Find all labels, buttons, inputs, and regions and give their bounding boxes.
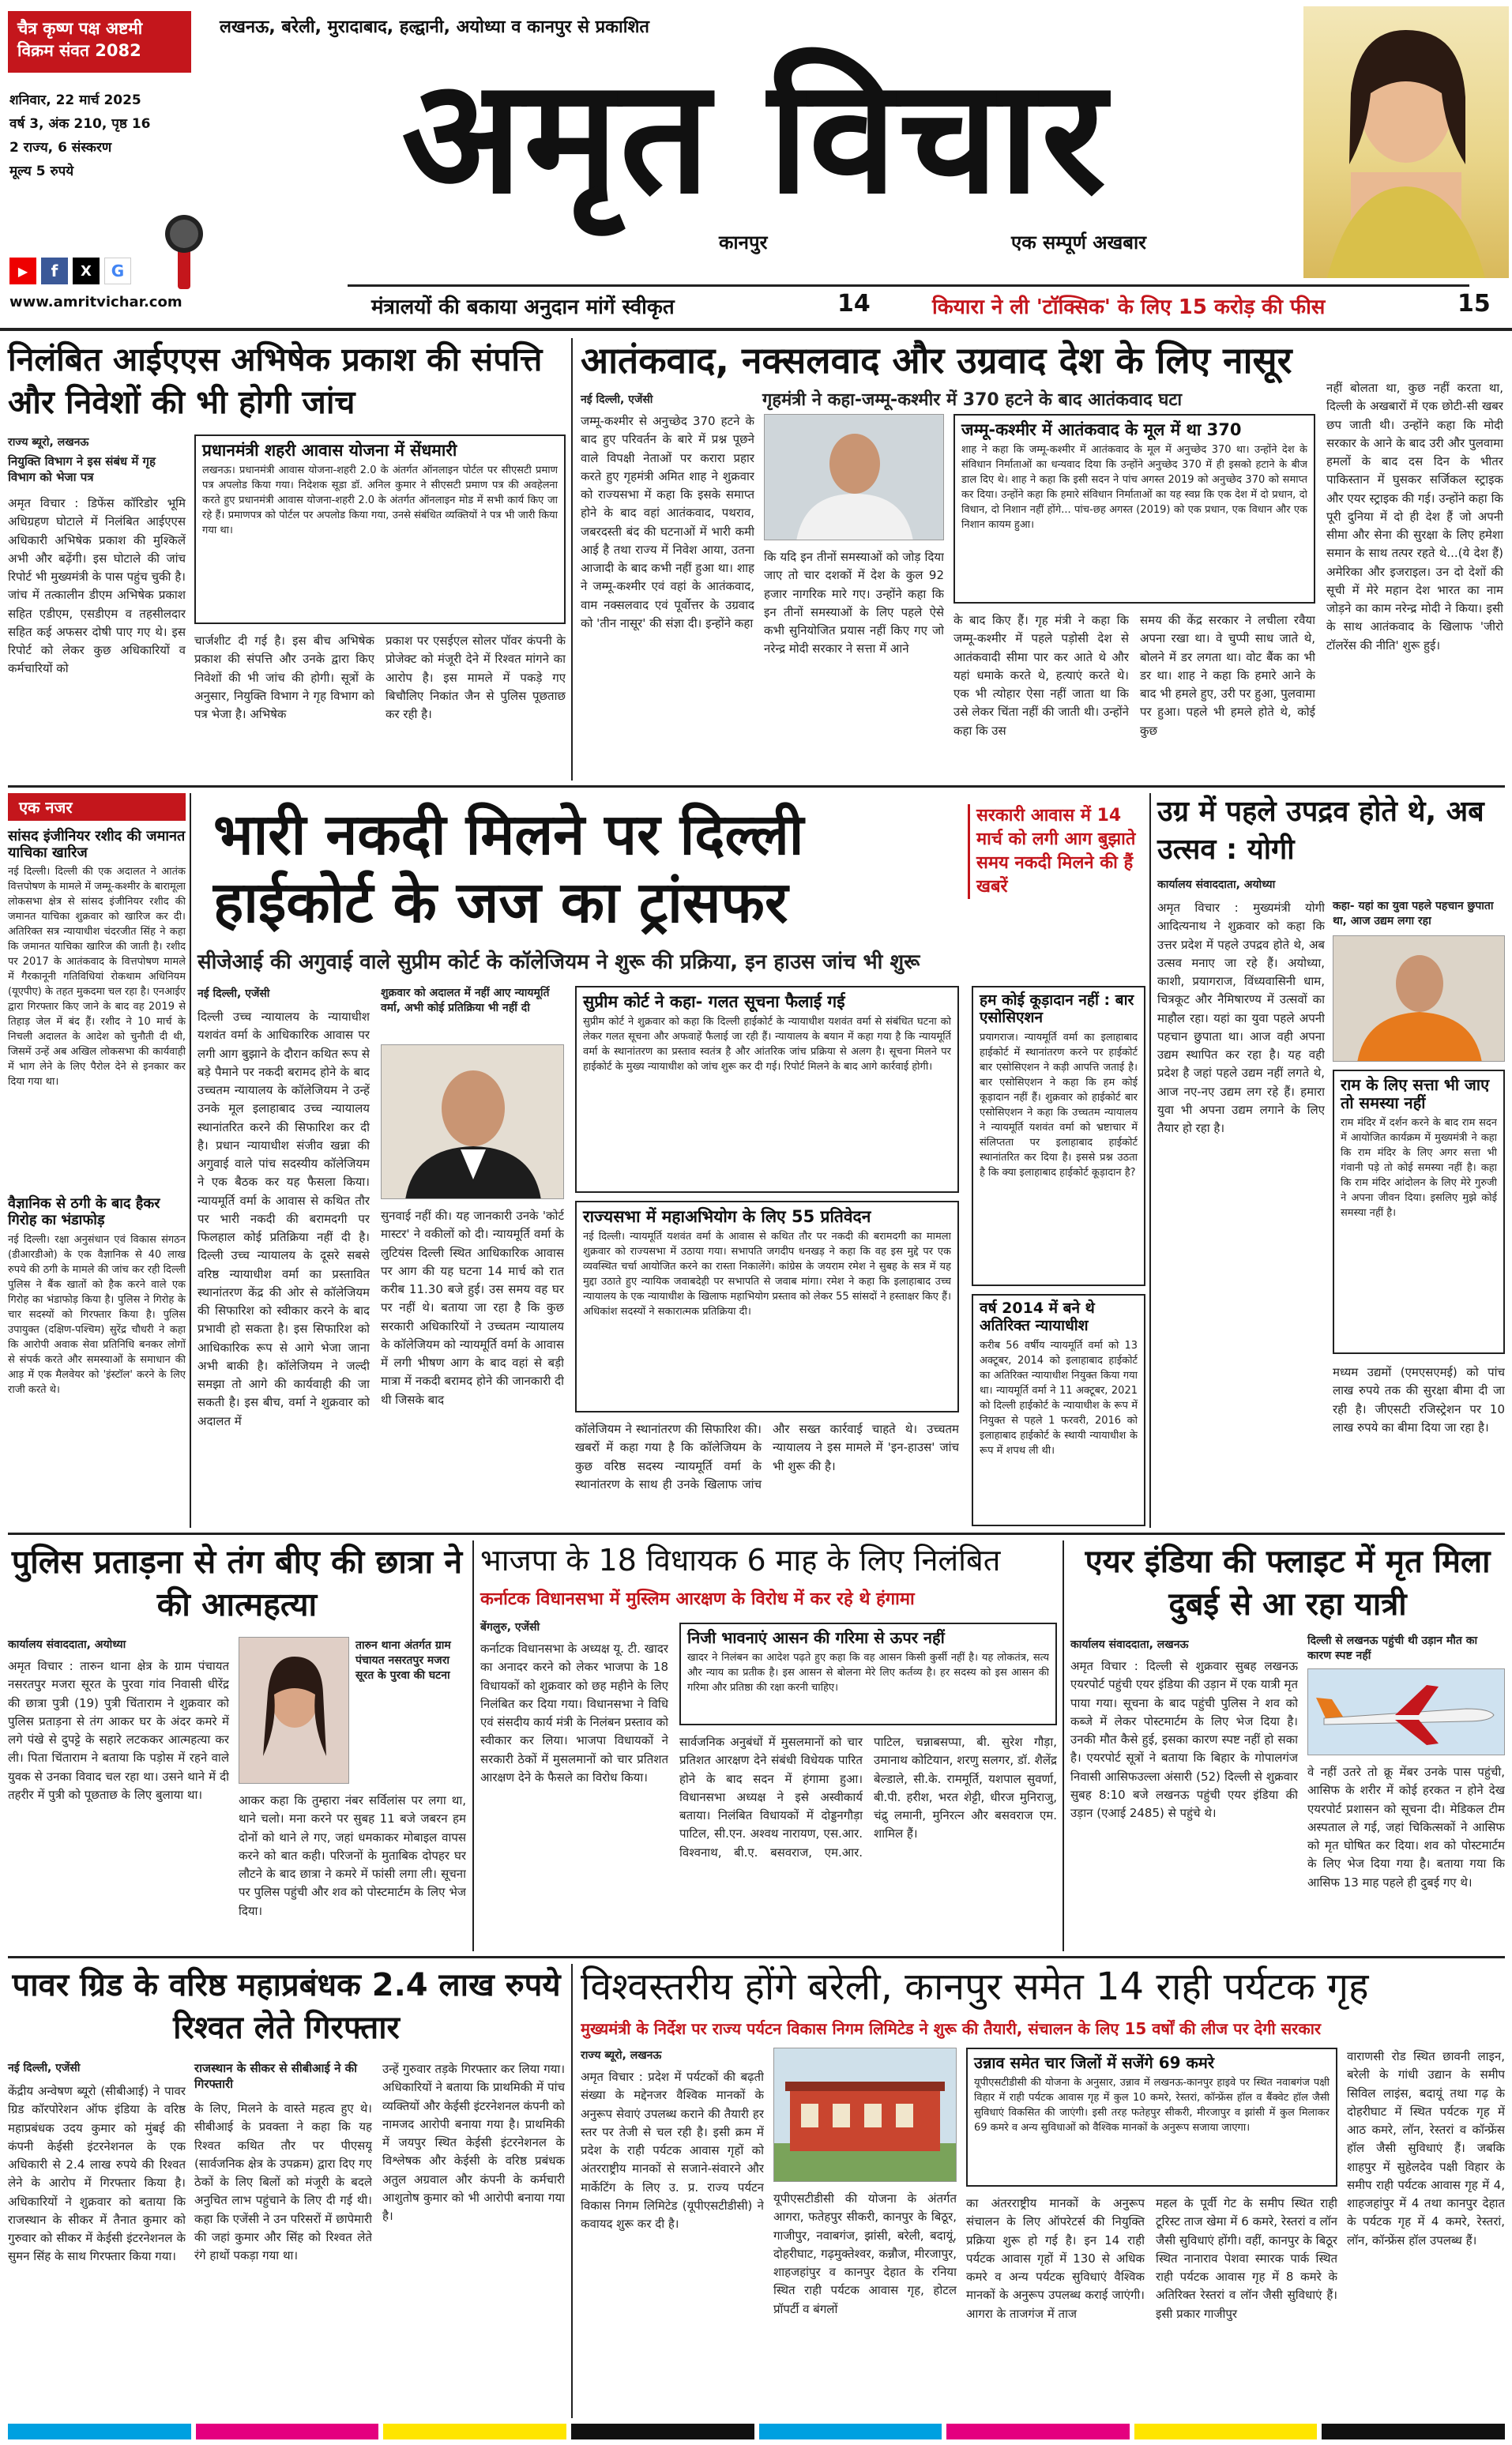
panchang-line2: विक्रम संवत 2082 (17, 41, 141, 60)
teaser-bar (348, 284, 1491, 321)
byline: कार्यालय संवाददाता, लखनऊ (1070, 1638, 1189, 1651)
article-power-grid (8, 1964, 565, 2418)
box-body: नई दिल्ली। न्यायमूर्ति यशवंत वर्मा के आवास से कथित तौर पर नकदी की बरामदगी का मामला शुक्रवार को राज्यसभा में उठाया गया। सभापति जगदीप धनखड़ ने कहा कि वह इस मुद्दे पर एक व्यवस्थित चर्चा आयोजित करने का रास्ता निकालेंगे। कांग्रेस के जयराम रमेश ने सुबह के सत्र में यह मुद्दा उठाते हुए न्यायिक जवाबदेही पर सभापति से जवाब मांगा। रमेश ने कहा कि इलाहाबाद उच्च न्यायालय के एक न्यायाधीश के खिलाफ महाभियोग प्रस्ताव को लेकर 55 सांसदों ने हस्ताक्षर किए हैं। अधिकांश सदस्यों ने सकारात्मक प्रतिक्रिया दी। (583, 1231, 951, 1318)
body-col2: वे नहीं उतरे तो क्रू मेंबर उनके पास पहुंची, आसिफ के शरीर में कोई हरकत न होने देख एयरपोर्ट प्रशासन को सूचना दी। मेडिकल टीम अस्पताल ले गई, जहां चिकित्सकों ने आसिफ को मृत घोषित कर दिया। शव को पोस्टमार्टम के लिए भेज दिया गया है। बताया गया कि आसिफ 13 माह पहले ही दुबई गए थे। (1307, 1765, 1505, 1890)
bar-association-box (972, 986, 1145, 1286)
article-air-india (1070, 1540, 1505, 1951)
judge-profile-box (972, 1294, 1145, 1526)
side-kicker: सरकारी आवास में 14 मार्च को लगी आग बुझाते समय नकदी मिलने की हैं खबरें (968, 804, 1145, 899)
headline[interactable]: पावर ग्रिड के वरिष्ठ महाप्रबंधक 2.4 लाख रुपये रिश्वत लेते गिरफ्तार (12, 1967, 561, 2046)
box-title: हम कोई कूड़ादान नहीं : बार एसोसिएशन (980, 991, 1134, 1026)
box-title: उन्नाव समेत चार जिलों में सजेंगे 69 कमरे (974, 2053, 1215, 2072)
x-icon[interactable]: X (73, 258, 100, 284)
body-col4: समय की केंद्र सरकार ने लचीला रवैया अपना रखा था। वे चुप्पी साध जाते थे, बोलने में डर लगता था। वोट बैंक का भी डर था। शाह ने कहा कि हमारे आने के बाद भी हमले हुए, उरी पर हुआ, पुलवामा पर हुआ। पहले भी हमले होते थे, कोई कुछ (1140, 613, 1315, 738)
article-karnataka (480, 1540, 1057, 1951)
ram-box (1333, 1070, 1505, 1354)
kicker: नियुक्ति विभाग ने इस संबंध में गृह विभाग को भेजा पत्र (8, 454, 156, 484)
edition-city: कानपुर (719, 231, 768, 254)
box-body: लखनऊ। प्रधानमंत्री आवास योजना-शहरी 2.0 के अंतर्गत ऑनलाइन पोर्टल पर सीएसटी प्रमाण पत्र अपलोड किया गया। निदेशक सूडा डॉ. अनिल कुमार ने सीएसटी प्रमाण पत्र की अवहेलना करते हुए प्रधानमंत्री आवास योजना-शहरी 2.0 के अंतर्गत ऑनलाइन मोड में सभी कार्य किए जा रहे हैं। प्रमाणपत्र को पोर्टल पर अपलोड किया गया, उनसे संबंधित व्यक्तियों ने पत्र भी जारी किया गया था। (202, 465, 558, 537)
headline[interactable]: आतंकवाद, नक्सलवाद और उग्रवाद देश के लिए नासूर (581, 339, 1292, 382)
col-divider (1149, 793, 1151, 1528)
student-photo (239, 1637, 349, 1784)
body-col1: अमृत विचार : डिफेंस कॉरिडोर भूमि अधिग्रहण घोटाले में निलंबित आईएएस अधिकारी अभिषेक प्रकाश की मुश्किलें अभी और बढ़ेंगी। इस घोटाले की जांच रिपोर्ट भी मुख्यमंत्री के पास पहुंच चुकी है। जांच में तत्कालीन डीएम अभिषेक प्रकाश सहित एडीएम, एसडीएम व तहसीलदार सहित कई अफसर दोषी पाए गए थे। इस रिपोर्ट को लेकर कुछ अधिकारियों व कर्मचारियों को (8, 496, 186, 676)
body-col1: केंद्रीय अन्वेषण ब्यूरो (सीबीआई) ने पावर ग्रिड कॉरपोरेशन ऑफ इंडिया के वरिष्ठ महाप्रबंधक उदय कुमार को मुंबई की कंपनी केईसी इंटरनेशनल के एक अधिकारी से 2.4 लाख रुपये की रिश्वत लेने के आरोप में गिरफ्तार किया है। अधिकारियों ने शुक्रवार को बताया कि राजस्थान के सीकर में तैनात कुमार को गुरुवार को सीकर में केईसी इंटरनेशनल के सुमन सिंह के साथ गिरफ्तार किया गया। (8, 2084, 186, 2264)
pmay-box (194, 434, 566, 624)
headline[interactable]: भाजपा के 18 विधायक 6 माह के लिए निलंबित (480, 1543, 1001, 1578)
body-col1: अमृत विचार : मुख्यमंत्री योगी आदित्यनाथ ने शुक्रवार को कहा कि उत्तर प्रदेश में पहले उपद्रव होते थे, अब उत्सव मनाए जा रहे हैं। अयोध्या, काशी, प्रयागराज, विंध्यवासिनी धाम, चित्रकूट और नैमिषारण्य में उत्सवों का माहौल रहा। यहां का युवा पहले अपनी पहचान छुपाता था। आज वही अपना उद्यम स्थापित कर रहा है। यह वही प्रदेश है जहां पहले उद्यम नहीं लगते थे, आज नए-नए उद्यम लग रहे हैं। हमारा युवा भी अपना उद्यम लगाने के लिए तैयार हो रहा है। (1157, 901, 1325, 1135)
brief1-title[interactable]: सांसद इंजीनियर रशीद की जमानत याचिका खारिज (8, 828, 186, 861)
byline: नई दिल्ली, एजेंसी (581, 393, 653, 406)
social-icons (9, 258, 131, 286)
box-title: जम्मू-कश्मीर में आतंकवाद के मूल में था 370 (961, 420, 1242, 439)
body-col1: अमृत विचार : तारुन थाना क्षेत्र के ग्राम पंचायत नसरतपुर मजरा सूरत के पुरवा गांव निवासी धीरेंद्र की छात्रा पुत्री (19) पुत्री चिंताराम ने शुक्रवार को पुलिस प्रताड़ना से तंग आकर घर के अंदर कमरे में लगे पंखे से दुपट्टे के सहारे लटककर आत्महत्या कर ली। पिता चिंताराम ने बताया कि पड़ोस में रहने वाले युवक से उनका विवाद चल रहा था। उसने थाने में दी तहरीर में पुत्री को पूछताछ के लिए बुलाया था। (8, 1659, 229, 1802)
box-body: खादर ने निलंबन का आदेश पढ़ते हुए कहा कि वह आसन किसी कुर्सी नहीं है। यह लोकतंत्र, सत्य और न्याय का प्रतीक है। इस आसन से बोलना मेरे लिए कर्तव्य है। हर सदस्य को इस आसन की गरिमा और प्रतिष्ठा की रक्षा करनी चाहिए। (687, 1652, 1049, 1694)
byline: कार्यालय संवाददाता, अयोध्या (8, 1638, 126, 1651)
issue-editions: 2 राज्य, 6 संस्करण (9, 140, 112, 156)
body-col2: यूपीएसटीडीसी की योजना के अंतर्गत आगरा, फतेहपुर सीकरी, कानपुर के बिठूर, गाजीपुर, नवाबगंज, झांसी, बरेली, बदायूं, दोहरीघाट, गढ़मुक्तेश्वर, कन्नौज, मीरजापुर, शाहजहांपुर व कानपुर देहात के रनिया स्थित राही पर्यटक आवास गृह, होटल प्रॉपर्टी व बंगलों (773, 2191, 957, 2316)
article-yogi (1157, 793, 1505, 1528)
article-terrorism (581, 338, 1505, 781)
article-student-suicide (8, 1540, 466, 1951)
article-ias-probe (8, 338, 565, 781)
website-url[interactable]: www.amritvichar.com (9, 294, 182, 310)
logo-title: अमृत विचार (401, 43, 1108, 229)
body-col5: वाराणसी रोड स्थित छावनी लाइन, बरेली के गांधी उद्यान के समीप सिविल लाइंस, बदायूं तथा गढ़ के दोहरीघाट में स्थित पर्यटक गृह में आठ कमरे, लॉन, रेस्तरां व कॉन्फ्रेंस हॉल जैसी सुविधाएं हैं। जबकि शाहपुर में सुहेलदेव पक्षी विहार के समीप राही पर्यटक आवास गृह में 4, शाहजहांपुर में 4 तथा कानपुर देहात के पर्यटक गृह में 4 कमरे, रेस्तरां, लॉन, कॉन्फ्रेंस हॉल उपलब्ध हैं। (1347, 2049, 1505, 2248)
issue-info (9, 88, 199, 183)
amit-shah-photo (764, 414, 944, 540)
issue-number: वर्ष 3, अंक 210, पृष्ठ 16 (9, 116, 151, 132)
body-col2: आकर कहा कि तुम्हारा नंबर सर्विलांस पर लगा था, थाने चलो। मना करने पर सुबह 11 बजे जबरन हम दोनों को थाने ले गए, जहां धमकाकर मोबाइल वापस करने को बात कही। परिजनों के मुताबिक दोपहर घर लौटने के बाद छात्रा ने कमरे में फांसी लगा ली। सूचना पर पुलिस पहुंची और शव को पोस्टमार्टम के लिए भेज दिया। (239, 1793, 466, 1918)
byline: नई दिल्ली, एजेंसी (8, 2062, 81, 2074)
body-col1: अमृत विचार : प्रदेश में पर्यटकों की बढ़ती संख्या के मद्देनजर वैश्विक मानकों के अनुरूप सेवाएं उपलब्ध कराने की तैयारी हर स्तर पर तेजी से चल रही है। इसी क्रम में प्रदेश के राही पर्यटक आवास गृहों को अंतरराष्ट्रीय मानकों से सजाने-संवारने और मार्केटिंग के लिए उ. प्र. राज्य पर्यटन विकास निगम लिमिटेड (यूपीएसटीडीसी) ने कवायद शुरू कर दी है। (581, 2070, 764, 2231)
headline-line2[interactable]: हाईकोर्ट के जज का ट्रांसफर (213, 869, 788, 935)
teaser-left-page: 14 (837, 290, 871, 318)
body-col3: प्रकाश पर एसईएल सोलर पॉवर कंपनी के प्रोजेक्ट को मंजूरी देने में रिश्वत मांगने का आरोप है। इस मामले में पकड़े गए बिचौलिए निकांत जैन से पुलिस पूछताछ कर रही है। (386, 634, 566, 721)
deck: मुख्यमंत्री के निर्देश पर राज्य पर्यटन विकास निगम लिमिटेड ने शुरू की तैयारी, संचालन के लिए 15 वर्षों की लीज पर देगी सरकार (581, 2019, 1322, 2038)
col-divider (571, 1964, 573, 2418)
issue-date: शनिवार, 22 मार्च 2025 (9, 92, 141, 108)
deck: गृहमंत्री ने कहा-जम्मू-कश्मीर में 370 हटने के बाद आतंकवाद घटा (762, 390, 1183, 410)
col-divider (1063, 1540, 1064, 1951)
panchang-line1: चैत्र कृष्ण पक्ष अष्टमी (17, 19, 143, 38)
row-divider (8, 785, 1505, 788)
article370-box (953, 414, 1315, 604)
body-col4: महल के पूर्वी गेट के समीप स्थित राही टूरिस्ट ताज खेमा में 6 कमरे, रेस्तरां व लॉन जैसी सुविधाएं होंगी। वहीं, कानपुर के बिठूर स्थित नानाराव पेशवा स्मारक पार्क स्थित राही पर्यटक आवास गृह में 8 कमरे के अतिरिक्त रेस्तरां व लॉन जैसी सुविधाएं हैं। इसी प्रकार गाजीपुर (1156, 2196, 1337, 2321)
impeachment-box (575, 1201, 959, 1412)
headline[interactable]: निलंबित आईएएस अभिषेक प्रकाश की संपत्ति और निवेशों की भी होगी जांच (8, 340, 543, 421)
panchang-box (8, 11, 191, 73)
briefs-column (8, 793, 186, 1528)
photo-caption: तारुन थाना अंतर्गत ग्राम पंचायत नसरतपुर मजरा सूरत के पुरवा की घटना (355, 1639, 451, 1682)
microphone-icon (138, 207, 225, 294)
byline: नई दिल्ली, एजेंसी (197, 987, 270, 1000)
photo-caption: शुक्रवार को अदालत में नहीं आए न्यायमूर्ति वर्मा, अभी कोई प्रतिक्रिया भी नहीं दी (381, 987, 550, 1014)
dignity-box (679, 1623, 1057, 1725)
box-title: वर्ष 2014 में बने थे अतिरिक्त न्यायाधीश (980, 1300, 1095, 1334)
briefs-label: एक नजर (8, 793, 186, 821)
airplane-photo (1307, 1668, 1505, 1755)
box-body: शाह ने कहा कि जम्मू-कश्मीर में आतंकवाद के मूल में अनुच्छेद 370 था। उन्होंने देश के संविधान निर्माताओं का धन्यवाद दिया कि उन्होंने अनुच्छेद 370 में ही इसको हटाने के बीज डाल दिए थे। शाह ने कहा कि इसी सदन ने पांच अगस्त 2019 को अनुच्छेद 370 को समाप्त कर दिया। उन्होंने कहा कि हमारे संविधान निर्माताओं का यह स्वप्न कि एक देश में दो प्रधान, दो विधान, दो निशान नहीं होंगे... पांच-छह अगस्त (2019) को एक प्रधान, एक विधान और एक निशान कायम हुआ। (961, 444, 1307, 532)
brief2-body: नई दिल्ली। रक्षा अनुसंधान एवं विकास संगठन (डीआरडीओ) के एक वैज्ञानिक से 40 लाख रुपये की ठगी के मामले की जांच कर रही दिल्ली पुलिस ने बैंक खातों को हैक करने वाले एक गिरोह का भंडाफोड़ किया है। पुलिस ने गिरोह के चार सदस्यों को गिरफ्तार किया है। पुलिस उपायुक्त (दक्षिण-पश्चिम) सुरेंद्र चौधरी ने कहा कि आरोपी अवाक सेवा प्रतिनिधि बनकर लोगों से संपर्क करते और समस्याओं के समाधान की आड़ में एक मैलवेयर को 'इंस्टॉल' करने के लिए राजी करते थे। (8, 1233, 186, 1396)
body-col1: दिल्ली उच्च न्यायालय के न्यायाधीश यशवंत वर्मा के आधिकारिक आवास पर लगी आग बुझाने के दौरान कथित रूप से बड़े पैमाने पर नकदी बरामद होने के बाद उच्चतम न्यायालय के कॉलेजियम ने उन्हें उनके मूल इलाहाबाद उच्च न्यायालय स्थानांतरित करने की सिफारिश कर दी है। प्रधान न्यायाधीश संजीव खन्ना की अगुवाई वाले पांच सदस्यीय कॉलेजियम ने एक बैठक कर यह फैसला किया। न्यायमूर्ति वर्मा के आवास से कथित तौर पर भारी नकदी की बरामदगी पर फिलहाल कोई प्रतिक्रिया नहीं दी है। दिल्ली उच्च न्यायालय के दूसरे सबसे वरिष्ठ न्यायाधीश वर्मा का प्रस्तावित स्थानांतरण केंद्र की ओर से कॉलेजियम की सिफारिश को स्वीकार करने के बाद प्रभावी हो सकता है। इस सिफारिश को आधिकारिक रूप से आगे भेजा जाना अभी बाकी है। कॉलेजियम ने जल्दी समझा तो आगे की कार्यवाही की जा सकती है। इस बीच, वर्मा ने शुक्रवार को अदालत में (197, 1010, 370, 1428)
box-body: राम मंदिर में दर्शन करने के बाद राम सदन में आयोजित कार्यक्रम में मुख्यमंत्री ने कहा कि राम मंदिर के लिए अगर सत्ता भी गंवानी पड़े तो कोई समस्या नहीं है। कहा कि राम मंदिर आंदोलन के लिए मेरे गुरुजी ने अपना जीवन दिया। इसलिए मुझे कोई समस्या नहीं है। (1341, 1117, 1497, 1219)
yogi-photo (1333, 935, 1505, 1062)
box-body: सुप्रीम कोर्ट ने शुक्रवार को कहा कि दिल्ली हाईकोर्ट के न्यायाधीश यशवंत वर्मा से संबंधित घटना को लेकर गलत सूचना और अफवाहें फैलाई जा रही हैं। न्यायालय के बयान में कहा गया है कि न्यायमूर्ति वर्मा के स्थानांतरण का प्रस्ताव स्वतंत्र है और आंतरिक जांच प्रक्रिया से अलग है। सूचना मिलने पर हाईकोर्ट के मुख्य न्यायाधीश को जांच शुरू कर दी गई। रिपोर्ट मिलने के बाद आगे कार्रवाई होगी। (583, 1016, 951, 1074)
body-col3: का अंतरराष्ट्रीय मानकों के अनुरूप संचालन के लिए ऑपरेटर्स की नियुक्ति प्रक्रिया शुरू हो गई है। इन 14 राही पर्यटक आवास गृहों में 130 से अधिक कमरे व अन्य पर्यटक सुविधाएं वैश्विक मानकों के अनुरूप उपलब्ध कराई जाएंगी। आगरा के ताजगंज में ताज (966, 2196, 1145, 2321)
box-title: राज्यसभा में महाअभियोग के लिए 55 प्रतिवेदन (583, 1207, 871, 1226)
box-body: प्रयागराज। न्यायमूर्ति वर्मा का इलाहाबाद हाईकोर्ट में स्थानांतरण करने पर हाईकोर्ट बार एसोसिएशन ने कड़ी आपत्ति जताई है। बार एसोसिएशन ने कहा कि हम कोई कूड़ादान नहीं हैं। शुक्रवार को हाईकोर्ट बार एसोसिएशन ने कहा कि उच्चतम न्यायालय ने न्यायमूर्ति यशवंत वर्मा को भ्रष्टाचार में संलिप्तता पर इलाहाबाद हाईकोर्ट स्थानांतरित कर दिया है। इससे प्रश्न उठता है कि क्या इलाहाबाद हाईकोर्ट कूड़ादान है? (980, 1031, 1138, 1179)
body-col2: सुनवाई नहीं की। यह जानकारी उनके 'कोर्ट मास्टर' ने वकीलों को दी। न्यायमूर्ति वर्मा के लुटियंस दिल्ली स्थित आधिकारिक आवास पर आग की यह घटना 14 मार्च को रात करीब 11.30 बजे हुई। उस समय वह घर पर नहीं थे। बताया जा रहा है कि कुछ सरकारी अधिकारियों ने उच्चतम न्यायालय के कॉलेजियम को न्यायमूर्ति वर्मा के आवास में लगी भीषण आग के बाद वहां से बड़ी मात्रा में नकदी बरामद होने की जानकारी दी थी जिसके बाद (381, 1209, 564, 1407)
print-color-strip (8, 2424, 1505, 2439)
body-col2: सार्वजनिक अनुबंधों में मुसलमानों को चार प्रतिशत आरक्षण देने संबंधी विधेयक पारित होने के बाद सदन में हंगामा हुआ। विधानसभा अध्यक्ष ने इसे अस्वीकार्य बताया। निलंबित विधायकों में दोड्डनगौड़ा पाटिल, सी.एन. अश्वथ नारायण, एस.आर. विश्वनाथ, बी.ए. बसवराज, एम.आर. पाटिल, चन्नाबसप्पा, बी. सुरेश गौड़ा, उमानाथ कोटियान, शरणु सलगर, डॉ. शैलेंद्र बेल्डाले, सी.के. राममूर्ति, यशपाल सुवर्णा, बी.पी. हरीश, भरत शेट्टी, धीरज मुनिराजु, चंद्रु लमानी, मुनिरत्न और बसवराज एम. शामिल हैं। (679, 1735, 1057, 1860)
body-col5: नहीं बोलता था, कुछ नहीं करता था, दिल्ली के अखबारों में एक छोटी-सी खबर छप जाती थी। उन्होंने कहा कि मोदी सरकार के आने के बाद उरी और पुलवामा हमलों के बाद दस दिन के भीतर पाकिस्तान में घुसकर सर्जिकल स्ट्राइक और एयर स्ट्राइक की गई। उन्होंने कहा कि पूरी दुनिया में दो ही देश हैं जो अपनी सीमा और सेना की सुरक्षा के लिए हमेशा समान के साथ तत्पर रहते थे...(ये देश हैं) अमेरिका और इजराइल। उन दो देशों की सूची में मेरे महान देश भारत का नाम जोड़ने का काम नरेन्द्र मोदी ने किया। इसी के साथ आतंकवाद के खिलाफ 'जीरो टॉलरेंस की नीति' शुरू हुई। (1326, 381, 1503, 653)
byline: राज्य ब्यूरो, लखनऊ (8, 436, 89, 449)
headline[interactable]: उग्र में पहले उपद्रव होते थे, अब उत्सव : योगी (1157, 796, 1484, 866)
masthead (0, 0, 1512, 330)
photo-caption: दिल्ली से लखनऊ पहुंची थी उड़ान मौत का कारण स्पष्ट नहीं (1307, 1634, 1478, 1662)
issue-price: मूल्य 5 रुपये (9, 164, 74, 179)
tourist-home-photo (773, 2048, 957, 2182)
box-body: यूपीएसटीडीसी की योजना के अनुसार, उन्नाव में लखनऊ-कानपुर हाइवे पर स्थित नवाबगंज पक्षी विहार में राही पर्यटक आवास गृह में कुल 10 कमरे, रेस्तरां, कॉन्फ्रेंस हॉल व बैंक्वेट हॉल जैसी सुविधाएं विकसित की जाएंगी। इसी तरह फतेहपुर सीकरी, मीरजापुर व झांसी में कुल मिलाकर 69 कमरे व अन्य सुविधाओं को वैश्विक मानकों के अनुरूप सजाया जाएगा। (974, 2077, 1330, 2134)
headline[interactable]: एयर इंडिया की फ्लाइट में मृत मिला दुबई से आ रहा यात्री (1085, 1544, 1491, 1623)
tagline: एक सम्पूर्ण अखबार (1011, 231, 1146, 254)
col-divider (190, 793, 191, 1528)
box-title: प्रधानमंत्री शहरी आवास योजना में सेंधमारी (202, 441, 457, 460)
article-judge-transfer (197, 793, 1145, 1528)
facebook-icon[interactable]: f (41, 258, 68, 284)
sc-misinformation-box (575, 986, 959, 1193)
headline[interactable]: विश्वस्तरीय होंगे बरेली, कानपुर समेत 14 राही पर्यटक गृह (581, 1965, 1369, 2009)
google-icon[interactable]: G (104, 258, 131, 284)
box-title: सुप्रीम कोर्ट ने कहा- गलत सूचना फैलाई गई (583, 992, 845, 1011)
box-title: निजी भावनाएं आसन की गरिमा से ऊपर नहीं (687, 1628, 945, 1647)
box-body: करीब 56 वर्षीय न्यायमूर्ति वर्मा को 13 अक्टूबर, 2014 को इलाहाबाद हाईकोर्ट का अतिरिक्त न्यायाधीश नियुक्त किया गया था। न्यायमूर्ति वर्मा ने 11 अक्टूबर, 2021 को दिल्ली हाईकोर्ट के न्यायाधीश के रूप में नियुक्त से पहले 1 फरवरी, 2016 को इलाहाबाद हाईकोर्ट के स्थायी न्यायाधीश के रूप में शपथ ली थी। (980, 1339, 1138, 1457)
body-bottom: कॉलेजियम ने स्थानांतरण की सिफारिश की। खबरों में कहा गया है कि कॉलेजियम के कुछ वरिष्ठ सदस्य न्यायमूर्ति वर्मा के स्थानांतरण के साथ ही उनके खिलाफ जांच और सख्त कार्रवाई चाहते थे। उच्चतम न्यायालय ने इस मामले में 'इन-हाउस' जांच भी शुरू की है। (575, 1422, 959, 1491)
deck: सीजेआई की अगुवाई वाले सुप्रीम कोर्ट के कॉलेजियम ने शुरू की प्रक्रिया, इन हाउस जांच भी शुरू (197, 950, 920, 974)
body-col3: के बाद किए हैं। गृह मंत्री ने कहा कि जम्मू-कश्मीर में पहले पड़ोसी देश से आतंकवादी सीमा पार कर आते थे और यहां धमाके करते थे, हत्याएं करते थे। एक भी त्योहार ऐसा नहीं जाता था कि उसे लेकर चिंता नहीं की जाती थी। उन्होंने कहा कि उस (953, 613, 1129, 738)
article-tourism (581, 1964, 1505, 2418)
actress-photo (1303, 6, 1509, 278)
body-col2: मध्यम उद्यमों (एमएसएमई) को पांच लाख रुपये तक की सुरक्षा बीमा दी जा रही है। जीएसटी रजिस्ट्रेशन पर 10 लाख रुपये का बीमा दिया जा रहा है। (1333, 1365, 1505, 1435)
masthead-rule (0, 328, 1512, 331)
brief1-body: नई दिल्ली। दिल्ली की एक अदालत ने आतंक वित्तपोषण के मामले में जम्मू-कश्मीर के बारामूला लोकसभा क्षेत्र से सांसद इंजीनियर रशीद की जमानत याचिका शुक्रवार को खारिज कर दी। अतिरिक्त सत्र न्यायाधीश चंदरजीत सिंह ने कहा कि जमानत याचिका खारिज की जाती है। रशीद पर 2017 के आतंकवाद के वित्तपोषण मामले में गैरकानूनी गतिविधियां रोकथाम अधिनियम (यूएपीए) के तहत मुकदमा चल रहा है। एनआईए द्वारा गिरफ्तार किए जाने के बाद वह 2019 से तिहाड़ जेल में बंद हैं। रशीद ने 10 मार्च के निचली अदालत के आदेश को चुनौती दी थी, जिसमें उन्हें अब अखिल लोकसभा की कार्यवाही में भाग लेने के लिए पैरोल देने से इनकार कर दिया गया था। (8, 866, 186, 1089)
teaser-right[interactable]: कियारा ने ली 'टॉक्सिक' के लिए 15 करोड़ की फीस (932, 295, 1326, 319)
unnao-box (966, 2048, 1337, 2187)
cities-line: लखनऊ, बरेली, मुरादाबाद, हल्द्वानी, अयोध्या व कानपुर से प्रकाशित (220, 17, 649, 37)
body-col2: कि यदि इन तीनों समस्याओं को जोड़ दिया जाए तो चार दशकों में देश के कुल 92 हजार नागरिक मारे गए। उन्होंने कहा कि इन तीनों समस्याओं के लिए पहले ऐसे कभी सुनियोजित प्रयास नहीं किए गए जो नरेन्द्र मोदी सरकार ने सत्ता में आने (764, 550, 944, 656)
body-col1: अमृत विचार : दिल्ली से शुक्रवार सुबह लखनऊ एयरपोर्ट पहुंची एयर इंडिया की उड़ान में एक यात्री मृत पाया गया। सूचना के बाद पहुंची पुलिस ने शव को कब्जे में लेकर पोस्टमार्टम के लिए भेज दिया है। उनकी मौत कैसे हुई, इसका कारण स्पष्ट नहीं हो सका है। एयरपोर्ट सूत्रों ने बताया कि बिहार के गोपालगंज निवासी आसिफउल्ला अंसारी (52) दिल्ली से शुक्रवार सुबह 8:10 बजे लखनऊ पहुंची एयर इंडिया की उड़ान (एआई 2485) से पहुंचे थे। (1070, 1659, 1298, 1820)
kicker: राजस्थान के सीकर से सीबीआई ने की गिरफ्तारी (194, 2061, 358, 2091)
youtube-icon[interactable]: ▶ (9, 258, 36, 284)
body-col1: कर्नाटक विधानसभा के अध्यक्ष यू. टी. खादर का अनादर करने को लेकर भाजपा के 18 विधायकों को शुक्रवार को छह महीने के लिए निलंबित कर दिया गया। विधानसभा ने विधि एवं संसदीय कार्य मंत्री के निलंबन प्रस्ताव को स्वीकार कर लिया। भाजपा विधायकों ने सरकारी ठेकों में मुसलमानों को चार प्रतिशत आरक्षण देने के फैसले का विरोध किया। (480, 1642, 668, 1785)
byline: कार्यालय संवाददाता, अयोध्या (1157, 878, 1276, 891)
body-col3: उन्हें गुरुवार तड़के गिरफ्तार कर लिया गया। अधिकारियों ने बताया कि प्राथमिकी में पांच व्यक्तियों और केईसी इंटरनेशनल कंपनी को नामजद आरोपी बनाया गया है। प्राथमिकी में जयपुर स्थित केईसी इंटरनेशनल के विश्लेषक और केईसी के वरिष्ठ प्रबंधक अतुल अग्रवाल और कंपनी के कर्मचारी आशुतोष कुमार को भी आरोपी बनाया गया है। (382, 2062, 565, 2223)
body-col2: चार्जशीट दी गई है। इस बीच अभिषेक प्रकाश की संपत्ति और उनके द्वारा किए निवेशों की भी जांच की होगी। सूत्रों के अनुसार, नियुक्ति विभाग ने गृह विभाग को पत्र भेजा है। अभिषेक (194, 634, 374, 721)
deck: कर्नाटक विधानसभा में मुस्लिम आरक्षण के विरोध में कर रहे थे हंगामा (480, 1589, 915, 1609)
body-col2: के लिए, मिलने के वास्ते महत्व हुए थे। सीबीआई के प्रवक्ता ने कहा कि यह रिश्वत कथित तौर पर पीएसयू (सार्वजनिक क्षेत्र के उपक्रम) द्वारा दिए गए ठेकों के लिए बिलों को मंजूरी के बदले अनुचित लाभ पहुंचाने के लिए दी गई थी। कहा कि एजेंसी ने उन परिसरों में छापेमारी की जहां कुमार और सिंह को रिश्वत लेते रंगे हाथों पकड़ा गया था। (194, 2101, 372, 2263)
box-title: राम के लिए सत्ता भी जाए तो समस्या नहीं (1341, 1075, 1490, 1112)
row-divider (8, 1956, 1505, 1958)
headline-line1[interactable]: भारी नकदी मिलने पर दिल्ली (213, 801, 804, 867)
body-col1: जम्मू-कश्मीर से अनुच्छेद 370 हटने के बाद हुए परिवर्तन के बारे में प्रश्न पूछने वाले विपक्षी नेताओं पर करारा प्रहार करते हुए गृहमंत्री अमित शाह ने शुक्रवार को राज्यसभा में कहा कि इसके समाप्त होने के बाद वहां आतंकवाद, पथराव, जबरदस्ती बंद की घटनाओं में भारी कमी आई है तथा राज्य में निवेश आया, उतना आजादी के बाद कभी नहीं हुआ था। शाह ने जम्मू-कश्मीर एवं वहां के आतंकवाद, वाम नक्सलवाद एवं पूर्वोत्तर के उग्रवाद को 'तीन नासूर' की संज्ञा दी। इन्होंने कहा (581, 414, 754, 630)
byline: बेंगलुरु, एजेंसी (480, 1621, 540, 1634)
justice-photo (381, 1044, 564, 1199)
photo-caption: कहा- यहां का युवा पहले पहचान छुपाता था, आज उद्यम लगा रहा (1333, 900, 1494, 927)
col-divider (571, 338, 573, 781)
headline[interactable]: पुलिस प्रताड़ना से तंग बीए की छात्रा ने की आत्महत्या (11, 1543, 463, 1623)
teaser-right-page: 15 (1457, 290, 1491, 318)
row-divider (8, 1533, 1505, 1535)
teaser-left[interactable]: मंत्रालयों की बकाया अनुदान मांगें स्वीकृत (371, 295, 675, 319)
byline: राज्य ब्यूरो, लखनऊ (581, 2049, 662, 2062)
brief2-title[interactable]: वैज्ञानिक से ठगी के बाद हैकर गिरोह का भंडाफोड़ (8, 1195, 160, 1229)
col-divider (472, 1540, 474, 1951)
